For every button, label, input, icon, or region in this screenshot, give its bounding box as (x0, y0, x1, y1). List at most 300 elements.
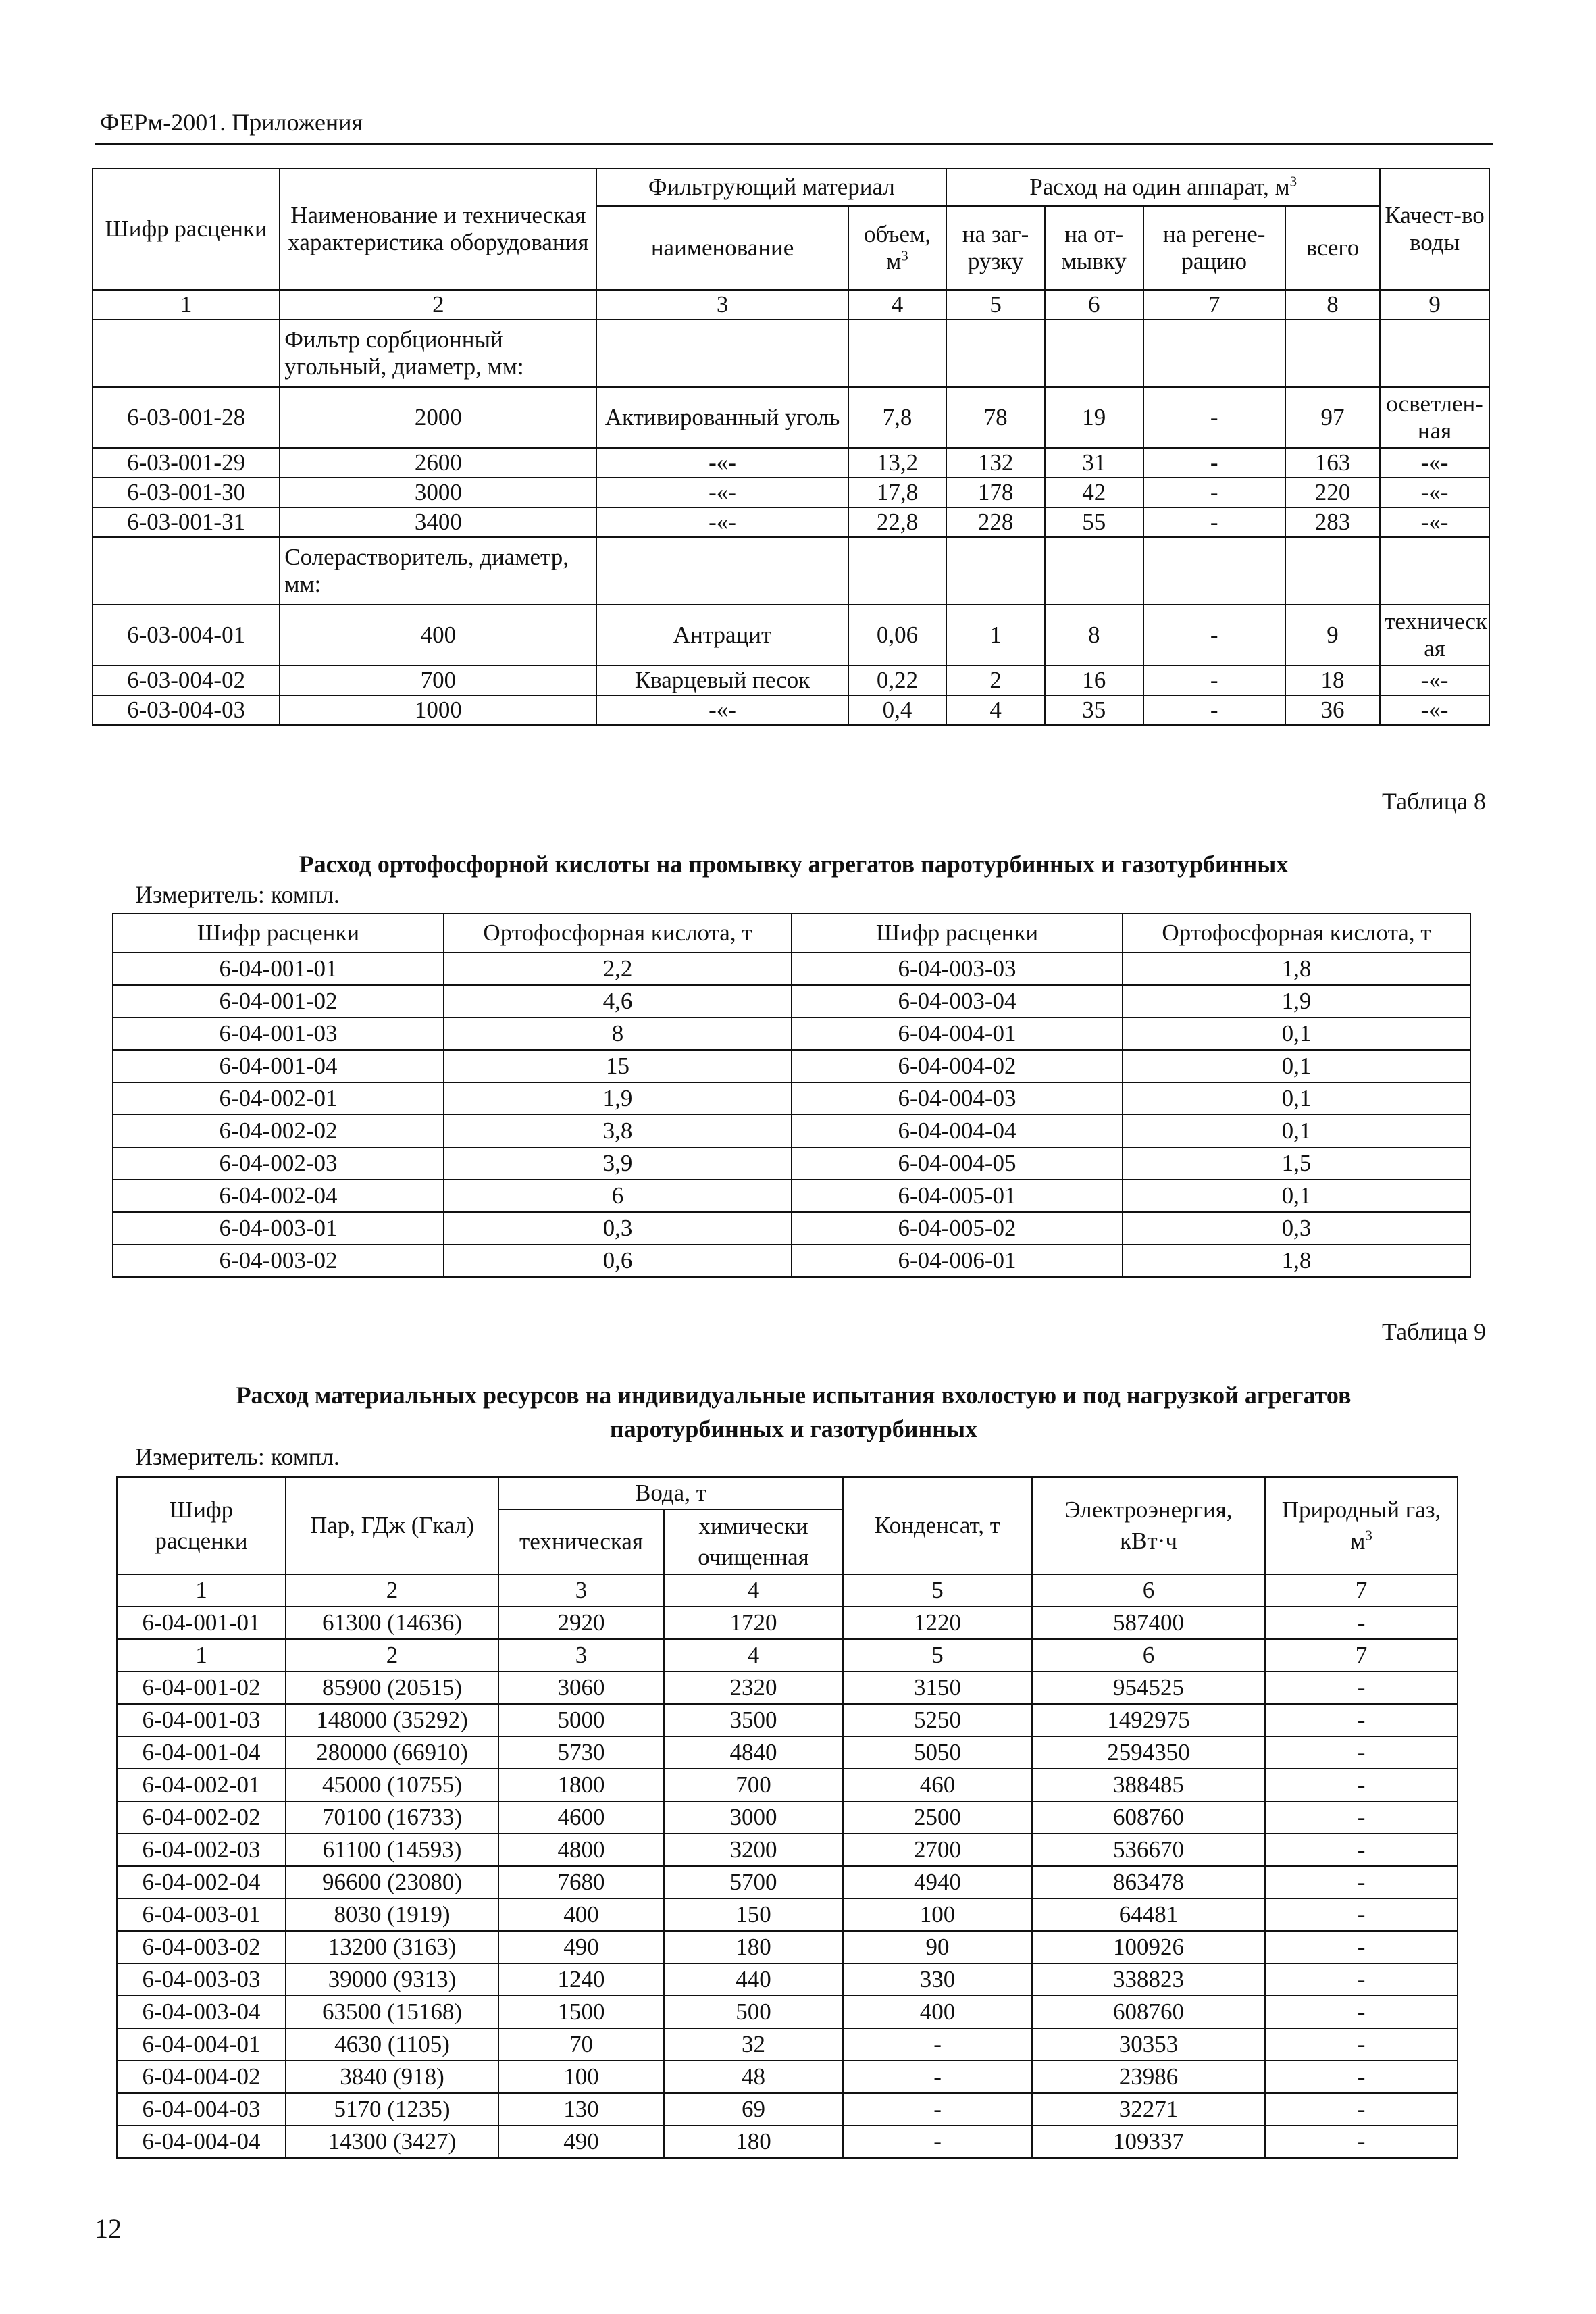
t9-header-gas: Природный газ, $м^3$ (1265, 1477, 1458, 1574)
table-row (117, 2061, 1458, 2093)
table-cell: 6-03-001-31 (93, 507, 280, 537)
table-cell: 1492975 (1032, 1704, 1265, 1736)
page-header-title: ФЕРм-2001. Приложения (100, 109, 363, 136)
table-cell (1045, 537, 1143, 605)
table-cell: 5050 (843, 1736, 1032, 1769)
table-cell: 280000 (66910) (286, 1736, 498, 1769)
table-cell: 6-04-003-03 (117, 1963, 286, 1996)
table-cell: 6-04-001-04 (117, 1736, 286, 1769)
table-row (113, 1050, 1470, 1082)
table-cell: 6-04-004-04 (792, 1115, 1123, 1147)
table-cell: 3,8 (444, 1115, 792, 1147)
table8-title: Расход ортофосфорной кислоты на промывку агрегатов паротурбинных и газотурбинных (299, 851, 1289, 878)
table-cell: 3150 (843, 1671, 1032, 1704)
table-cell: 2500 (843, 1801, 1032, 1834)
table-cell: 0,22 (848, 665, 947, 695)
table-cell: 0,1 (1123, 1180, 1470, 1212)
table-row (117, 1607, 1458, 1639)
column-number: 3 (498, 1639, 664, 1671)
table-cell: 6-04-003-02 (113, 1244, 444, 1277)
filter-equipment-table (92, 168, 1490, 726)
table-cell: 6-04-002-02 (117, 1801, 286, 1834)
table-cell (596, 537, 848, 605)
column-number: 6 (1032, 1639, 1265, 1671)
table-cell: 70100 (16733) (286, 1801, 498, 1834)
table-cell (1285, 537, 1380, 605)
table-row (113, 1180, 1470, 1212)
table9-title (95, 1378, 1493, 1446)
column-number: 5 (843, 1574, 1032, 1607)
column-number: 7 (1143, 290, 1285, 320)
table-cell: 330 (843, 1963, 1032, 1996)
table-cell: 178 (946, 478, 1045, 507)
table-cell: 2700 (843, 1834, 1032, 1866)
table-cell: 5170 (1235) (286, 2093, 498, 2126)
table-cell: - (843, 2093, 1032, 2126)
table-cell: 6-04-002-03 (117, 1834, 286, 1866)
column-number: 4 (664, 1574, 843, 1607)
table-row (113, 1082, 1470, 1115)
t9-header-water-tech: техническая (498, 1509, 664, 1574)
table-cell: 64481 (1032, 1898, 1265, 1931)
table-cell: 2594350 (1032, 1736, 1265, 1769)
table9-title-line1: Расход материальных ресурсов на индивидуальные испытания вхолостую и под нагрузкой агрегатов (236, 1382, 1352, 1409)
table-cell: - (1265, 2126, 1458, 2158)
header-name: Наименование и техническая характеристика оборудования (280, 168, 596, 290)
table-cell: 163 (1285, 448, 1380, 478)
table-cell: 39000 (9313) (286, 1963, 498, 1996)
column-number: 9 (1380, 290, 1489, 320)
table-cell: 4,6 (444, 985, 792, 1017)
table-cell: 4940 (843, 1866, 1032, 1898)
table-cell: 6-04-001-03 (113, 1017, 444, 1050)
table-cell: 180 (664, 2126, 843, 2158)
table-cell: 5250 (843, 1704, 1032, 1736)
header-mat-volume: объем, $м^3$ (848, 206, 947, 290)
table-cell: 22,8 (848, 507, 947, 537)
table-cell: 0,1 (1123, 1017, 1470, 1050)
table-cell: 148000 (35292) (286, 1704, 498, 1736)
table-cell: 8030 (1919) (286, 1898, 498, 1931)
table-cell: 6-04-004-05 (792, 1147, 1123, 1180)
table-cell: - (1265, 1801, 1458, 1834)
table-cell: 32271 (1032, 2093, 1265, 2126)
table-cell: 0,1 (1123, 1082, 1470, 1115)
table-cell: 1220 (843, 1607, 1032, 1639)
column-number: 2 (286, 1574, 498, 1607)
table-cell: 2320 (664, 1671, 843, 1704)
table-cell: - (843, 2028, 1032, 2061)
table-cell: 440 (664, 1963, 843, 1996)
table-row (117, 1769, 1458, 1801)
table-cell: 100926 (1032, 1931, 1265, 1963)
table-cell: - (1265, 2093, 1458, 2126)
table-cell: 388485 (1032, 1769, 1265, 1801)
table-cell: 6-04-004-03 (117, 2093, 286, 2126)
t9-head (117, 1477, 1458, 1574)
table-cell: 78 (946, 387, 1045, 448)
table-cell: 338823 (1032, 1963, 1265, 1996)
table-cell: 97 (1285, 387, 1380, 448)
table-cell: - (1265, 2061, 1458, 2093)
header-divider (95, 143, 1493, 145)
table-cell: 700 (664, 1769, 843, 1801)
table-cell: 608760 (1032, 1996, 1265, 2028)
table-row (93, 387, 1489, 448)
table-cell: 6-03-004-02 (93, 665, 280, 695)
table-cell: 6-04-001-01 (113, 953, 444, 985)
column-number-row (117, 1639, 1458, 1671)
table-cell: 1 (946, 605, 1045, 665)
table-row (113, 1147, 1470, 1180)
table-cell: Активированный уголь (596, 387, 848, 448)
table-cell: 2000 (280, 387, 596, 448)
t9-body (117, 1574, 1458, 2158)
table-cell: 6-04-005-02 (792, 1212, 1123, 1244)
table-cell: 109337 (1032, 2126, 1265, 2158)
table-row (117, 1898, 1458, 1931)
column-number: 4 (848, 290, 947, 320)
table-cell: 150 (664, 1898, 843, 1931)
t8-body (113, 913, 1470, 1277)
column-number: 7 (1265, 1574, 1458, 1607)
table-cell (93, 320, 280, 387)
table-cell: 4840 (664, 1736, 843, 1769)
table-cell: 1720 (664, 1607, 843, 1639)
table-cell: 8 (444, 1017, 792, 1050)
table-cell: 35 (1045, 695, 1143, 725)
table-cell: 8 (1045, 605, 1143, 665)
table-cell: 6-04-003-04 (792, 985, 1123, 1017)
table-cell: -«- (1380, 448, 1489, 478)
table9-label: Таблица 9 (1382, 1318, 1486, 1345)
table-cell: 6-04-004-01 (117, 2028, 286, 2061)
table-cell: 5730 (498, 1736, 664, 1769)
table-cell: - (1143, 695, 1285, 725)
t9-header-water: Вода, т (498, 1477, 843, 1509)
table-cell: 1,5 (1123, 1147, 1470, 1180)
table-cell: 2,2 (444, 953, 792, 985)
table-cell: - (1143, 665, 1285, 695)
table-cell: 18 (1285, 665, 1380, 695)
table-cell: 0,6 (444, 1244, 792, 1277)
header-wash: на от-мывку (1045, 206, 1143, 290)
table-cell: 6-04-005-01 (792, 1180, 1123, 1212)
table-cell: 500 (664, 1996, 843, 2028)
table-cell: - (1265, 1931, 1458, 1963)
table-cell: 55 (1045, 507, 1143, 537)
table-cell: 14300 (3427) (286, 2126, 498, 2158)
phosphoric-acid-table (112, 913, 1471, 1278)
header-consumption: Расход на один аппарат, $м^3$ (946, 168, 1380, 206)
column-number: 1 (93, 290, 280, 320)
table-cell: 6-04-002-04 (113, 1180, 444, 1212)
table-cell: 6-04-003-01 (113, 1212, 444, 1244)
table-cell: - (1265, 1704, 1458, 1736)
table-cell: 45000 (10755) (286, 1769, 498, 1801)
table-cell: 490 (498, 2126, 664, 2158)
table-row (113, 1017, 1470, 1050)
table-cell: 3500 (664, 1704, 843, 1736)
table-row (113, 1115, 1470, 1147)
table-cell (1143, 537, 1285, 605)
table-cell (848, 320, 947, 387)
group-label: Фильтр сорбционный угольный, диаметр, мм: (280, 320, 596, 387)
table-cell: 6-04-002-01 (113, 1082, 444, 1115)
table-cell: 6-03-004-03 (93, 695, 280, 725)
table-cell: 2920 (498, 1607, 664, 1639)
table-cell: 1000 (280, 695, 596, 725)
table-row (117, 1996, 1458, 2028)
table-cell: 90 (843, 1931, 1032, 1963)
table-cell: 490 (498, 1931, 664, 1963)
column-number: 6 (1032, 1574, 1265, 1607)
table-cell: 6-04-004-04 (117, 2126, 286, 2158)
table-cell: 31 (1045, 448, 1143, 478)
table-cell: -«- (1380, 665, 1489, 695)
column-number: 5 (946, 290, 1045, 320)
table9-unit: Измеритель: компл. (135, 1443, 340, 1470)
table-cell: - (1265, 1898, 1458, 1931)
table-cell: 180 (664, 1931, 843, 1963)
table-cell: 69 (664, 2093, 843, 2126)
table-cell: 6-04-001-01 (117, 1607, 286, 1639)
table-row (117, 1866, 1458, 1898)
table-row (113, 953, 1470, 985)
table-cell: 4800 (498, 1834, 664, 1866)
table-cell: 400 (498, 1898, 664, 1931)
header-filter-material: Фильтрующий материал (596, 168, 946, 206)
column-number: 4 (664, 1639, 843, 1671)
table-cell: 15 (444, 1050, 792, 1082)
table-cell: 6 (444, 1180, 792, 1212)
table-cell: 2600 (280, 448, 596, 478)
table-cell: 954525 (1032, 1671, 1265, 1704)
table-row (93, 605, 1489, 665)
table-cell: техническ ая (1380, 605, 1489, 665)
table-row (117, 1671, 1458, 1704)
table-cell: 1,9 (1123, 985, 1470, 1017)
table-cell: 1,8 (1123, 953, 1470, 985)
table-cell: 42 (1045, 478, 1143, 507)
table-cell: - (1143, 507, 1285, 537)
table-cell: 6-04-001-02 (117, 1671, 286, 1704)
table-cell: 9 (1285, 605, 1380, 665)
header-total: всего (1285, 206, 1380, 290)
table-cell (946, 537, 1045, 605)
table-cell: 6-04-001-02 (113, 985, 444, 1017)
table-cell: 17,8 (848, 478, 947, 507)
table-cell: 3400 (280, 507, 596, 537)
table-cell: - (1265, 1963, 1458, 1996)
group-header-row (93, 320, 1489, 387)
table-cell: - (1143, 448, 1285, 478)
table-cell: 7680 (498, 1866, 664, 1898)
table-cell: 6-03-001-28 (93, 387, 280, 448)
column-header: Ортофосфорная кислота, т (1123, 913, 1470, 953)
table-cell: 2 (946, 665, 1045, 695)
table-cell (1380, 320, 1489, 387)
table-cell: 23986 (1032, 2061, 1265, 2093)
t9-header-electricity: Электроэнергия, кВт·ч (1032, 1477, 1265, 1574)
table-cell: осветлен-ная (1380, 387, 1489, 448)
table-cell: - (843, 2061, 1032, 2093)
material-resources-table (116, 1476, 1458, 2159)
table-cell: 0,06 (848, 605, 947, 665)
table-cell: 30353 (1032, 2028, 1265, 2061)
table-cell: 6-04-003-04 (117, 1996, 286, 2028)
table-cell: 0,1 (1123, 1115, 1470, 1147)
t9-header-condensate: Конденсат, т (843, 1477, 1032, 1574)
column-number: 5 (843, 1639, 1032, 1671)
table-row (93, 665, 1489, 695)
header-row (113, 913, 1470, 953)
table-cell: Кварцевый песок (596, 665, 848, 695)
table-cell: 70 (498, 2028, 664, 2061)
table-cell: 6-04-004-02 (792, 1050, 1123, 1082)
table-cell: 132 (946, 448, 1045, 478)
table-cell: 4600 (498, 1801, 664, 1834)
table-cell: 0,4 (848, 695, 947, 725)
table-cell: - (1143, 387, 1285, 448)
table-cell: 6-04-004-02 (117, 2061, 286, 2093)
table-row (117, 2126, 1458, 2158)
table-cell: 13200 (3163) (286, 1931, 498, 1963)
table-cell: 63500 (15168) (286, 1996, 498, 2028)
table-cell: 85900 (20515) (286, 1671, 498, 1704)
table-cell: 220 (1285, 478, 1380, 507)
table-cell: - (1265, 1834, 1458, 1866)
table-cell: 4630 (1105) (286, 2028, 498, 2061)
table-cell: 6-04-001-04 (113, 1050, 444, 1082)
table-cell: -«- (596, 695, 848, 725)
table-cell: 400 (843, 1996, 1032, 2028)
column-header: Ортофосфорная кислота, т (444, 913, 792, 953)
table-cell: 4 (946, 695, 1045, 725)
table-cell: 6-04-003-02 (117, 1931, 286, 1963)
table-cell (946, 320, 1045, 387)
table-cell: 6-04-004-03 (792, 1082, 1123, 1115)
table-row (117, 1736, 1458, 1769)
table-cell: 6-03-001-30 (93, 478, 280, 507)
table-cell: 1800 (498, 1769, 664, 1801)
table-row (113, 1244, 1470, 1277)
column-number: 1 (117, 1574, 286, 1607)
table-cell: 61300 (14636) (286, 1607, 498, 1639)
column-number-row (117, 1574, 1458, 1607)
column-number: 6 (1045, 290, 1143, 320)
t9-header-water-chem: химически очищенная (664, 1509, 843, 1574)
table-cell: 100 (843, 1898, 1032, 1931)
table-cell: 61100 (14593) (286, 1834, 498, 1866)
table-cell: 5000 (498, 1704, 664, 1736)
column-number: 2 (280, 290, 596, 320)
column-number: 8 (1285, 290, 1380, 320)
column-number: 3 (498, 1574, 664, 1607)
table-cell: 536670 (1032, 1834, 1265, 1866)
table-row (117, 1801, 1458, 1834)
table-cell (596, 320, 848, 387)
table-cell: 587400 (1032, 1607, 1265, 1639)
table-cell (848, 537, 947, 605)
table-row (93, 448, 1489, 478)
table-cell: -«- (596, 478, 848, 507)
table-row (117, 1931, 1458, 1963)
column-number-row (93, 290, 1489, 320)
table-cell: - (1265, 1671, 1458, 1704)
table-cell: - (1265, 1736, 1458, 1769)
table-cell: 1240 (498, 1963, 664, 1996)
group-header-row (93, 537, 1489, 605)
table-row (93, 695, 1489, 725)
table-row (117, 1834, 1458, 1866)
table-cell: 13,2 (848, 448, 947, 478)
table-cell: 36 (1285, 695, 1380, 725)
table-row (113, 1212, 1470, 1244)
table-cell: 3840 (918) (286, 2061, 498, 2093)
column-header: Шифр расценки (792, 913, 1123, 953)
table-cell: -«- (596, 507, 848, 537)
table-cell: 6-04-002-03 (113, 1147, 444, 1180)
column-number: 2 (286, 1639, 498, 1671)
table-row (117, 1704, 1458, 1736)
table-cell: 400 (280, 605, 596, 665)
table-cell: 6-04-002-01 (117, 1769, 286, 1801)
table-cell: 130 (498, 2093, 664, 2126)
table-cell: - (1143, 478, 1285, 507)
table-row (117, 2028, 1458, 2061)
table-cell: 6-04-003-01 (117, 1898, 286, 1931)
table-cell: 7,8 (848, 387, 947, 448)
table-cell: - (1143, 605, 1285, 665)
table-cell: - (1265, 1866, 1458, 1898)
t9-header-steam: Пар, ГДж (Гкал) (286, 1477, 498, 1574)
table-cell: 0,1 (1123, 1050, 1470, 1082)
column-number: 1 (117, 1639, 286, 1671)
header-quality: Качест-во воды (1380, 168, 1489, 290)
table-row (117, 2093, 1458, 2126)
table-cell (93, 537, 280, 605)
table-cell: 1,8 (1123, 1244, 1470, 1277)
table-cell: 32 (664, 2028, 843, 2061)
table-cell: 3060 (498, 1671, 664, 1704)
table-cell: 460 (843, 1769, 1032, 1801)
table-cell: -«- (1380, 695, 1489, 725)
table-cell: 19 (1045, 387, 1143, 448)
table-cell: - (1265, 1769, 1458, 1801)
table-cell: 0,3 (444, 1212, 792, 1244)
table-cell: 283 (1285, 507, 1380, 537)
table-cell (1143, 320, 1285, 387)
group-label: Солерастворитель, диаметр, мм: (280, 537, 596, 605)
table-cell: 6-04-004-01 (792, 1017, 1123, 1050)
table8-label: Таблица 8 (1382, 788, 1486, 815)
table-cell: 6-04-003-03 (792, 953, 1123, 985)
column-number: 7 (1265, 1639, 1458, 1671)
table-cell: 6-04-001-03 (117, 1704, 286, 1736)
table-cell: 1,9 (444, 1082, 792, 1115)
table-cell: 5700 (664, 1866, 843, 1898)
table-cell: 228 (946, 507, 1045, 537)
table-row (93, 507, 1489, 537)
table-cell: 48 (664, 2061, 843, 2093)
page-number: 12 (95, 2213, 122, 2244)
header-code: Шифр расценки (93, 168, 280, 290)
table-cell (1045, 320, 1143, 387)
table-cell: 700 (280, 665, 596, 695)
table-cell: 863478 (1032, 1866, 1265, 1898)
table-cell: 6-04-002-02 (113, 1115, 444, 1147)
